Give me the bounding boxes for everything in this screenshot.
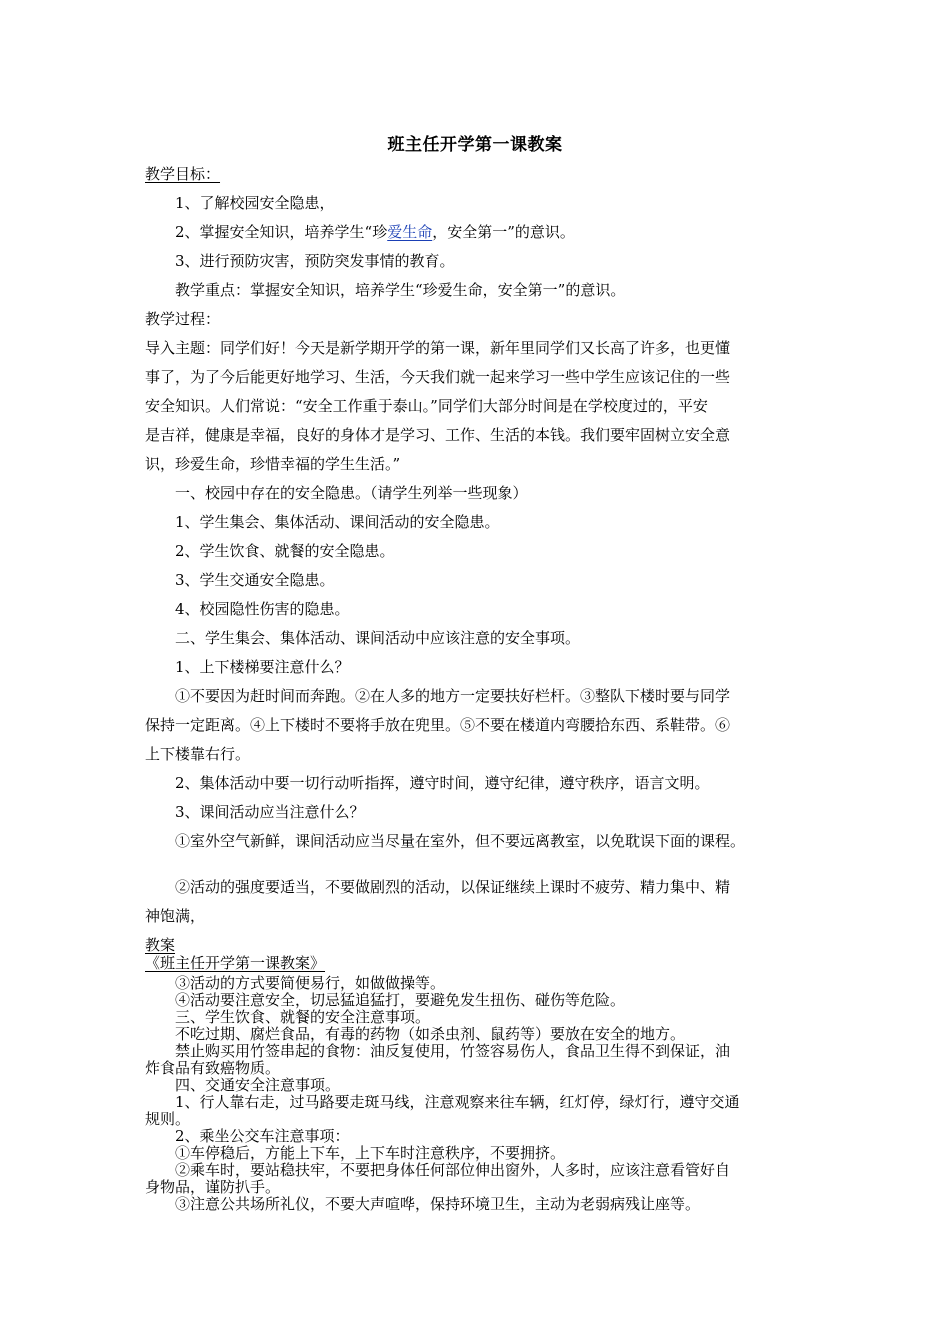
tail-line: ③注意公共场所礼仪，不要大声喧哗，保持环境卫生，主动为老弱病残让座等。 (175, 1195, 701, 1213)
goal-item: 3、进行预防灾害，预防突发事情的教育。 (175, 252, 455, 270)
question: 2、集体活动中要一切行动听指挥，遵守时间，遵守纪律，遵守秩序，语言文明。 (175, 774, 710, 792)
answer-line: ②活动的强度要适当，不要做剧烈的活动，以保证继续上课时不疲劳、精力集中、精 (175, 878, 731, 896)
tail-line: 身物品，谨防扒手。 (145, 1178, 281, 1196)
list-item: 1、学生集会、集体活动、课间活动的安全隐患。 (175, 513, 500, 531)
document-title: 班主任开学第一课教案 (387, 135, 563, 155)
answer-line: 保持一定距离。④上下楼时不要将手放在兜里。⑤不要在楼道内弯腰拾东西、系鞋带。⑥ (145, 716, 731, 734)
answer-line: ①不要因为赶时间而奔跑。②在人多的地方一定要扶好栏杆。③整队下楼时要与同学 (175, 687, 731, 705)
tail-line: 禁止购买用竹签串起的食物：油反复使用，竹签容易伤人，食品卫生得不到保证，油 (175, 1042, 731, 1060)
answer-line: ①室外空气新鲜，课间活动应当尽量在室外，但不要远离教室，以免耽误下面的课程。 (175, 832, 746, 850)
answer-line: 上下楼靠右行。 (145, 745, 251, 763)
section-heading: 一、校园中存在的安全隐患。（请学生列举一些现象） (175, 484, 528, 502)
tail-line: 不吃过期、腐烂食品，有毒的药物（如杀虫剂、鼠药等）要放在安全的地方。 (175, 1025, 686, 1043)
tail-section (145, 975, 810, 1213)
goal-text: ，安全第一”的意识。 (432, 223, 575, 241)
tail-line: ①车停稳后，方能上下车，上下车时注意秩序，不要拥挤。 (175, 1144, 566, 1162)
goal-item (145, 218, 810, 247)
tail-line: 炸食品有致癌物质。 (145, 1059, 281, 1077)
tail-line: ③活动的方式要简便易行，如做做操等。 (175, 974, 446, 992)
intro-line: 是吉祥，健康是幸福，良好的身体才是学习、工作、生活的本钱。我们要牢固树立安全意 (145, 426, 731, 444)
goal-text: 2、掌握安全知识，培养学生“珍 (175, 223, 388, 241)
love-life-link[interactable]: 爱生命 (387, 223, 433, 241)
key-point: 教学重点：掌握安全知识，培养学生“珍爱生命，安全第一”的意识。 (175, 281, 626, 299)
list-item: 3、学生交通安全隐患。 (175, 571, 335, 589)
intro-line: 事了，为了今后能更好地学习、生活，今天我们就一起来学习一些中学生应该记住的一些 (145, 368, 731, 386)
tail-line: 三、学生饮食、就餐的安全注意事项。 (175, 1008, 431, 1026)
lesson-body (145, 160, 810, 856)
section-heading: 二、学生集会、集体活动、课间活动中应该注意的安全事项。 (175, 629, 581, 647)
list-item: 2、学生饮食、就餐的安全隐患。 (175, 542, 395, 560)
lesson-body-cont (145, 873, 810, 931)
tail-line: 1、行人靠右走，过马路要走斑马线，注意观察来往车辆，红灯停，绿灯行，遵守交通 (175, 1093, 740, 1111)
process-label: 教学过程： (145, 310, 221, 328)
footer-links (145, 935, 810, 972)
intro-line: 识，珍爱生命，珍惜幸福的学生生活。” (145, 455, 401, 473)
tail-line: 2、乘坐公交车注意事项： (175, 1127, 350, 1145)
lesson-plan-link[interactable]: 教案 (145, 936, 176, 954)
tail-line: ④活动要注意安全，切忌猛追猛打，要避免发生扭伤、碰伤等危险。 (175, 991, 626, 1009)
list-item: 4、校园隐性伤害的隐患。 (175, 600, 350, 618)
goal-label-link[interactable]: 教学目标： (145, 165, 221, 183)
goal-label (145, 160, 810, 189)
goal-item: 1、了解校园安全隐患， (175, 194, 335, 212)
intro-line: 安全知识。人们常说：“安全工作重于泰山。”同学们大部分时间是在学校度过的，平安 (145, 397, 708, 415)
tail-line: 规则。 (145, 1110, 191, 1128)
question: 3、课间活动应当注意什么？ (175, 803, 365, 821)
tail-line: 四、交通安全注意事项。 (175, 1076, 341, 1094)
answer-line: 神饱满， (145, 907, 206, 925)
intro-line: 导入主题：同学们好！今天是新学期开学的第一课，新年里同学们又长高了许多，也更懂 (145, 339, 731, 357)
lesson-title-link[interactable]: 《班主任开学第一课教案》 (145, 954, 326, 972)
question: 1、上下楼梯要注意什么？ (175, 658, 350, 676)
tail-line: ②乘车时，要站稳扶牢，不要把身体任何部位伸出窗外，人多时，应该注意看管好自 (175, 1161, 731, 1179)
